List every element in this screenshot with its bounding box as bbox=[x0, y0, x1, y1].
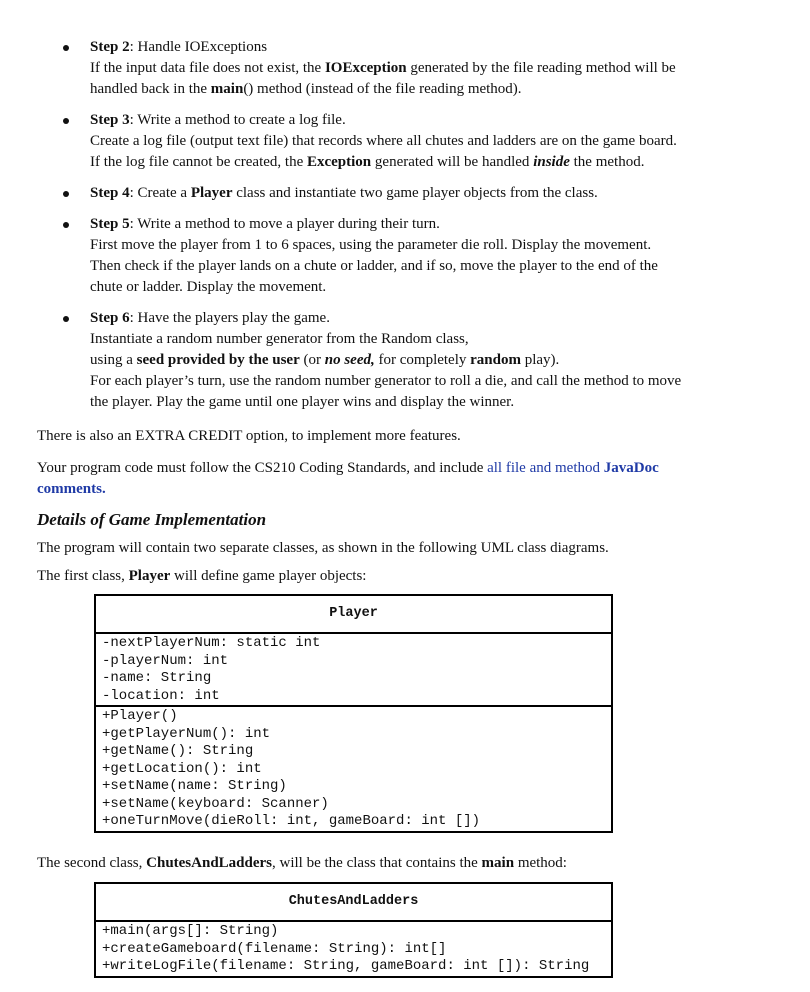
second-class-text: The second class, ChutesAndLadders, will be the class that contains the main method: bbox=[37, 855, 567, 871]
uml-attribute: -name: String bbox=[102, 670, 212, 686]
step-6-item: Step 6: Have the players play the game. Instantiate a random number generator from the Random class, using a seed provided by the user (or no seed, for completely random play). For each player’s turn, use the random number generator to roll a die, and call the method to move the player. Play the game until one player wins and display the winner. bbox=[60, 308, 760, 413]
uml-class-name: ChutesAndLadders bbox=[95, 883, 612, 921]
uml-method: +createGameboard(filename: String): int[] bbox=[102, 940, 447, 957]
uml-method: +getLocation(): int bbox=[102, 760, 262, 777]
step-label: Step 3 bbox=[90, 112, 130, 128]
step-5-item: Step 5: Write a method to move a player during their turn. First move the player from 1 to 6 spaces, using the parameter die roll. Display the movement. Then check if the player lands on a chute or ladder, and if so, move the player to the end of the chute or ladder. Display the movement. bbox=[60, 214, 760, 298]
javadoc-link[interactable]: all file and method JavaDoc comments. bbox=[37, 460, 659, 497]
extra-credit-text: There is also an EXTRA CREDIT option, to implement more features. bbox=[37, 428, 461, 444]
uml-method: +Player() bbox=[102, 708, 178, 724]
step-label: Step 4 bbox=[90, 185, 130, 201]
intro-text: The program will contain two separate classes, as shown in the following UML class diagrams. bbox=[37, 540, 609, 556]
uml-attributes bbox=[95, 633, 612, 706]
steps-list bbox=[60, 37, 760, 423]
step-2-item: Step 2: Handle IOExceptions If the input data file does not exist, the IOException generated by the file reading method will be handled back in the main() method (instead of the file reading method). bbox=[60, 37, 760, 100]
standards-text: Your program code must follow the CS210 Coding Standards, and include all file and method JavaDoc comments. bbox=[37, 460, 659, 497]
player-uml-diagram bbox=[94, 594, 613, 833]
uml-methods bbox=[95, 921, 612, 977]
step-4-item: Step 4: Create a Player class and instantiate two game player objects from the class. bbox=[60, 183, 760, 204]
chutes-and-ladders-uml-diagram bbox=[94, 882, 613, 978]
uml-method: +setName(keyboard: Scanner) bbox=[102, 795, 329, 812]
step-label: Step 6 bbox=[90, 310, 130, 326]
uml-method: +getPlayerNum(): int bbox=[102, 725, 271, 742]
first-class-text: The first class, Player will define game player objects: bbox=[37, 568, 367, 584]
uml-attribute: -nextPlayerNum: static int bbox=[102, 635, 321, 651]
uml-attribute: -playerNum: int bbox=[102, 652, 229, 669]
step-3-item: Step 3: Write a method to create a log file. Create a log file (output text file) that records where all chutes and ladders are on the game board. If the log file cannot be created, the Exception generated will be handled inside the method. bbox=[60, 110, 760, 173]
step-label: Step 2 bbox=[90, 39, 130, 55]
uml-method: +writeLogFile(filename: String, gameBoard: int []): String bbox=[102, 958, 590, 974]
uml-class-name: Player bbox=[95, 595, 612, 633]
uml-method: +main(args[]: String) bbox=[102, 923, 279, 939]
uml-method: +oneTurnMove(dieRoll: int, gameBoard: int []) bbox=[102, 813, 481, 829]
section-heading: Details of Game Implementation bbox=[37, 510, 267, 529]
uml-methods bbox=[95, 706, 612, 832]
uml-attribute: -location: int bbox=[102, 687, 220, 704]
uml-method: +setName(name: String) bbox=[102, 778, 287, 794]
step-label: Step 5 bbox=[90, 216, 130, 232]
uml-method: +getName(): String bbox=[102, 743, 254, 759]
